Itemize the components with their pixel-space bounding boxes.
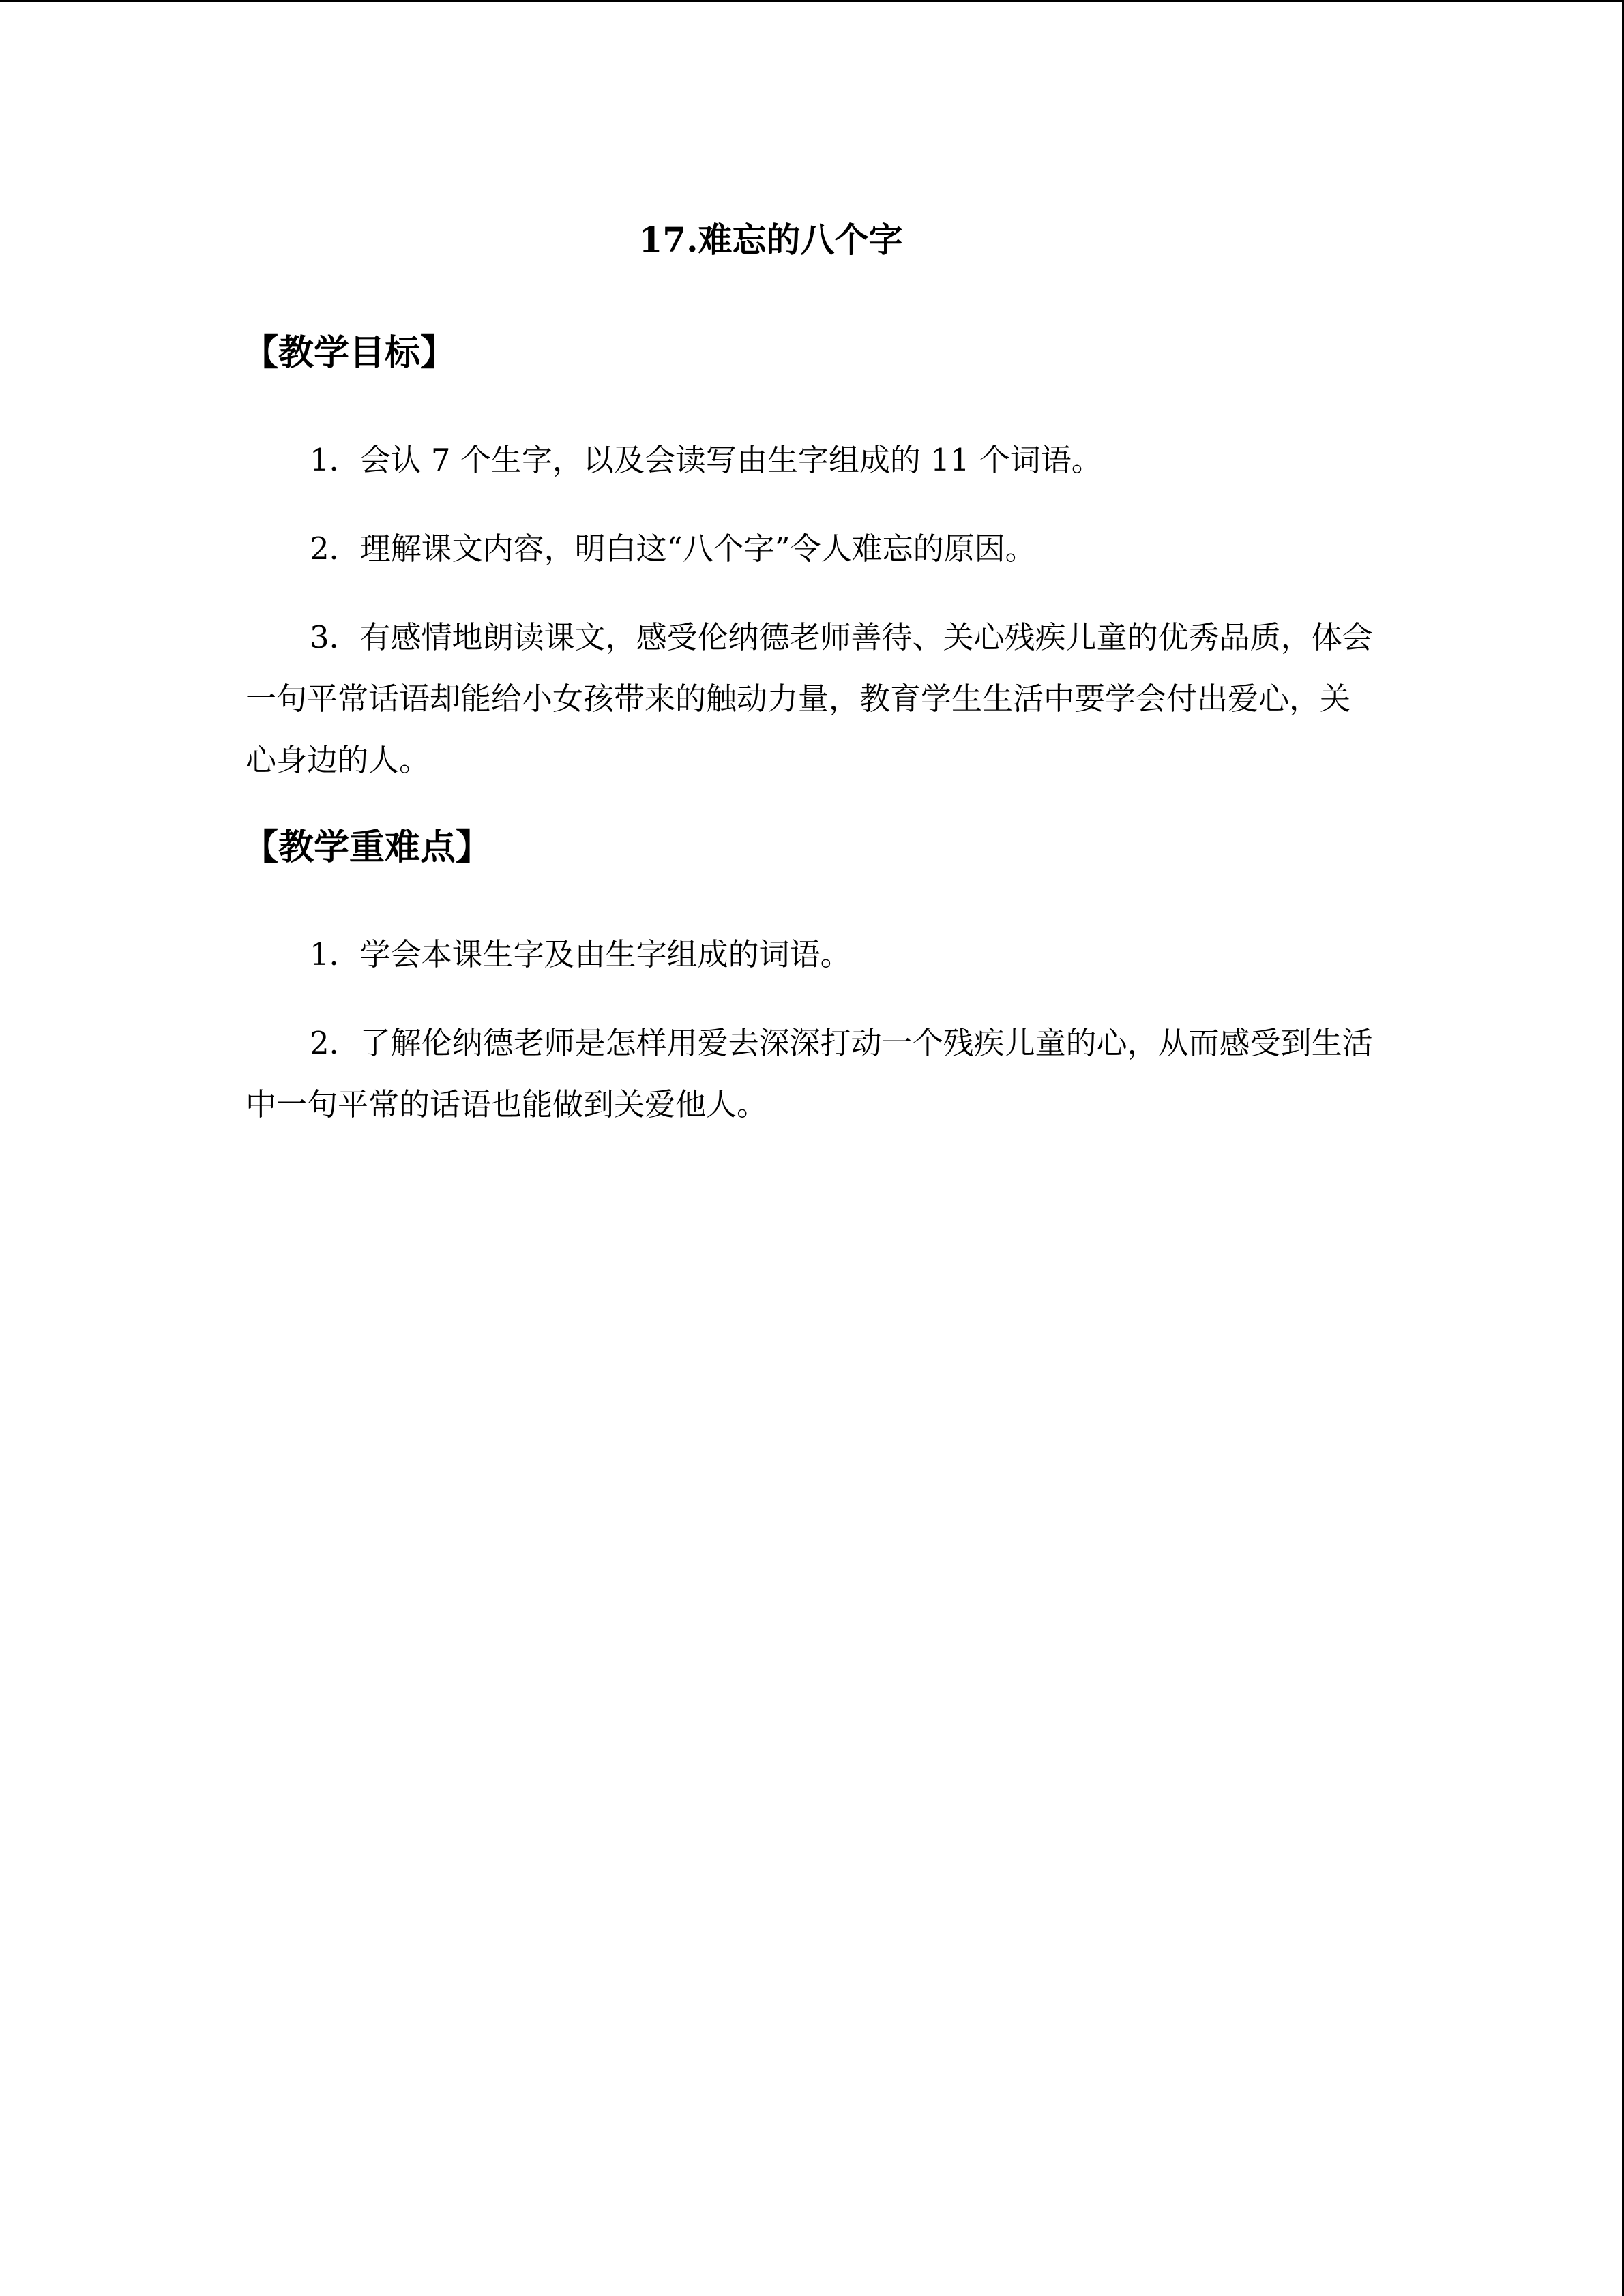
objective-item-2: 2．理解课文内容，明白这“八个字”令人难忘的原因。 (310, 531, 1036, 567)
section-heading-objectives: 【教学目标】 (243, 333, 456, 374)
section-heading-key-points: 【教学重难点】 (243, 827, 492, 868)
objective-item-3: 3．有感情地朗读课文，感受伦纳德老师善待、关心残疾儿童的优秀品质，体会一句平常话语却能给小女孩带来的触动力量，教育学生生活中要学会付出爱心，关心身边的人。 (246, 619, 1373, 778)
key-point-item-2: 2．了解伦纳德老师是怎样用爱去深深打动一个残疾儿童的心，从而感受到生活中一句平常的话语也能做到关爱他人。 (246, 1025, 1373, 1122)
page-border-top (0, 0, 1624, 2)
objective-item-1: 1．会认 7 个生字，以及会读写由生字组成的 11 个词语。 (310, 442, 1102, 478)
key-point-item-1: 1．学会本课生字及由生字组成的词语。 (310, 936, 851, 972)
document-title: 17.难忘的八个字 (638, 220, 903, 260)
